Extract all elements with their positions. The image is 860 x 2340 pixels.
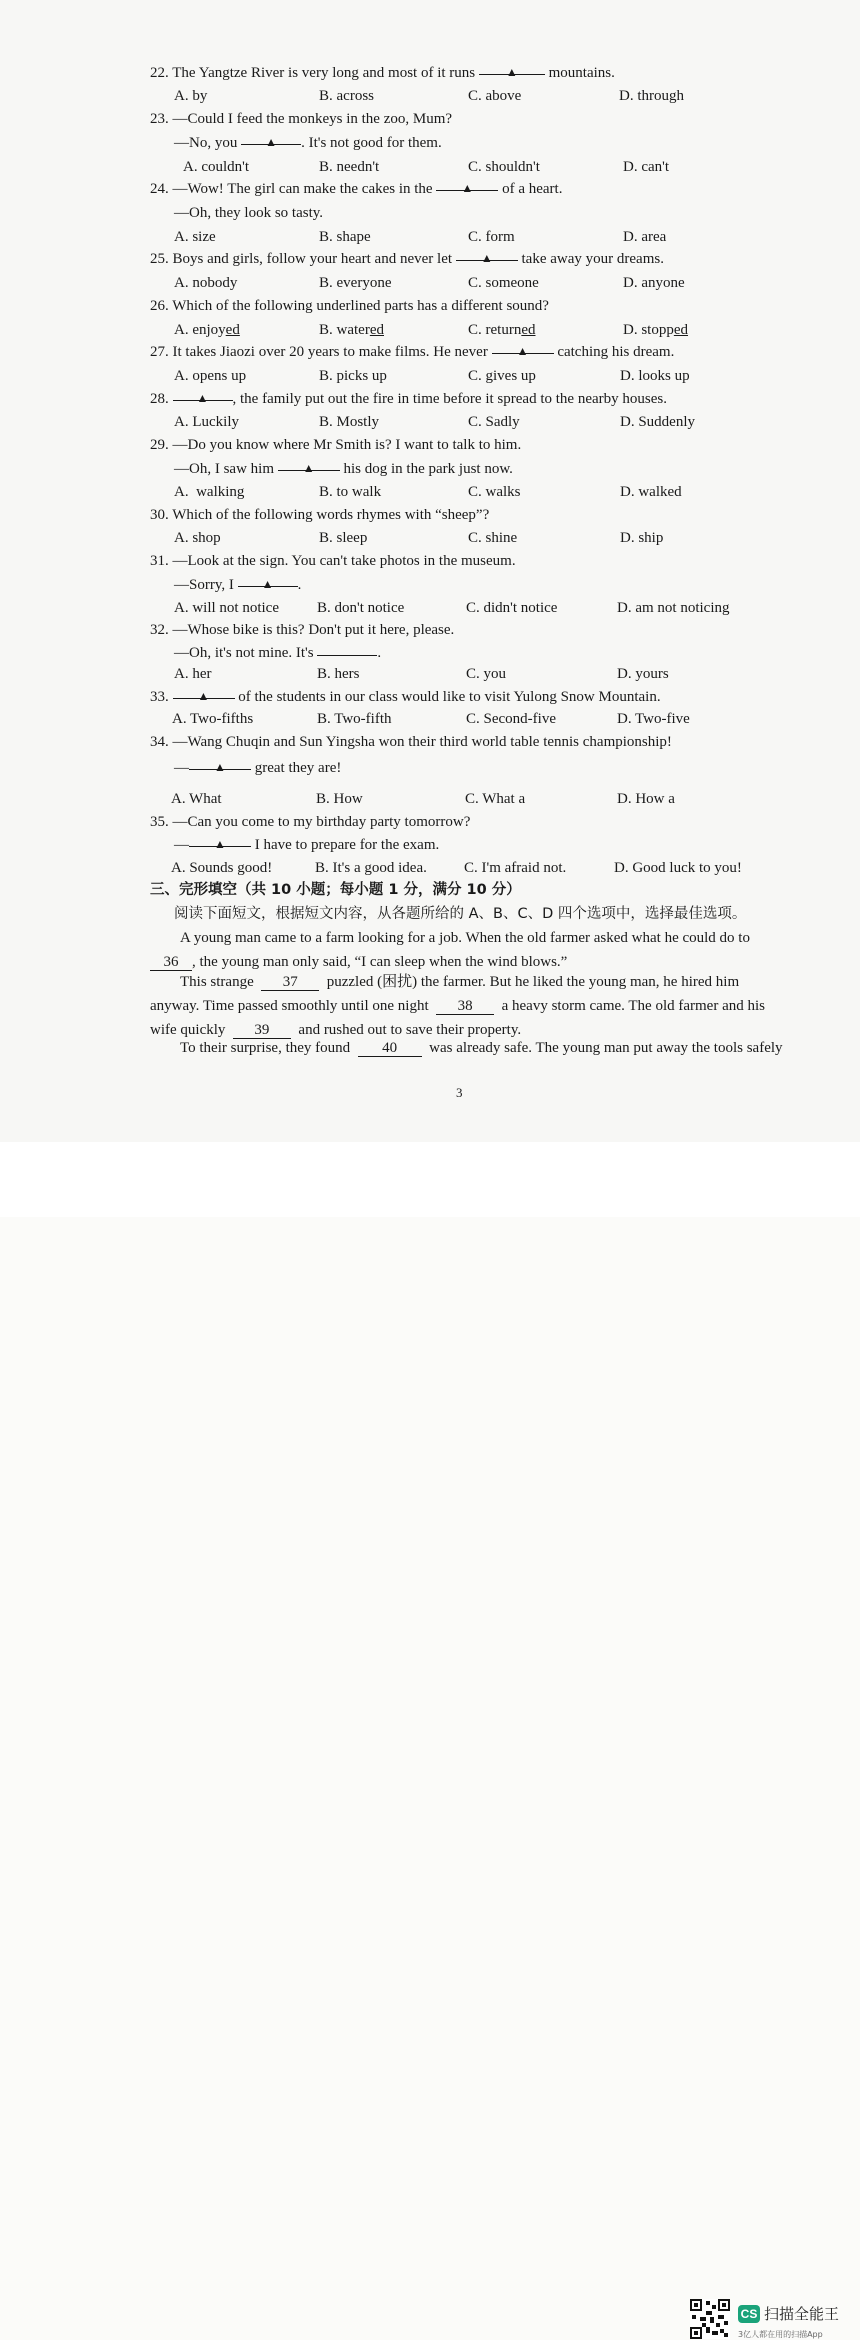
options-30 xyxy=(0,526,860,550)
question-number: 30. xyxy=(150,507,169,523)
question-stem: —Could I feed the monkeys in the zoo, Mum? xyxy=(172,111,453,127)
question-34: 34. —Wang Chuqin and Sun Yingsha won their third world table tennis championship! xyxy=(150,734,672,750)
option-c: C. didn't notice xyxy=(466,600,558,616)
cloze-blank-36: 36 xyxy=(150,954,192,971)
option-d: D. can't xyxy=(623,159,670,175)
option-d: D. How a xyxy=(617,791,675,807)
question-29: 29. —Do you know where Mr Smith is? I want to talk to him. xyxy=(150,437,522,453)
answer-blank xyxy=(173,386,233,405)
option-b: B. don't notice xyxy=(317,600,405,616)
triangle-icon: ▲ xyxy=(480,251,493,265)
option-c: C. returned xyxy=(468,322,536,338)
options-31 xyxy=(0,596,860,620)
question-number: 33. xyxy=(150,689,169,705)
answer-blank xyxy=(238,572,298,591)
option-d: D. through xyxy=(619,88,684,104)
question-27: 27. It takes Jiaozi over 20 years to make films. He never ▲ catching his dream. xyxy=(0,340,860,364)
option-d: D. stopped xyxy=(623,322,689,338)
triangle-icon: ▲ xyxy=(214,760,226,774)
options-25 xyxy=(0,271,860,295)
option-b: B. to walk xyxy=(319,484,382,500)
answer-blank xyxy=(456,246,518,265)
passage-paragraph-2: This strange 37 puzzled (困扰) the farmer. But he liked the young man, he hired him anyway. Time passed smoothly until one night 38 a heavy storm came. The old farmer and his wife quickly 39 and rushed out to save their property. xyxy=(150,974,765,1038)
question-24-reply: —Oh, they look so tasty. xyxy=(174,205,324,221)
app-tagline: 3亿人都在用的扫描App xyxy=(738,2330,823,2339)
cloze-blank-38: 38 xyxy=(436,998,494,1015)
option-d: D. am not noticing xyxy=(617,600,730,616)
option-c: C. Sadly xyxy=(468,414,520,430)
option-d: D. Two-five xyxy=(617,711,690,727)
option-d: D. walked xyxy=(620,484,682,500)
question-28: 28. ▲ , the family put out the fire in time before it spread to the nearby houses. xyxy=(0,387,860,411)
answer-blank xyxy=(189,755,251,774)
triangle-icon: ▲ xyxy=(196,391,209,405)
question-29-reply: —Oh, I saw him ▲ his dog in the park just now. xyxy=(0,457,860,481)
question-number: 31. xyxy=(150,553,169,569)
option-d: D. Suddenly xyxy=(620,414,695,430)
question-23 xyxy=(0,107,860,131)
answer-blank xyxy=(173,684,235,703)
option-a: A. will not notice xyxy=(174,600,279,616)
option-b: B. everyone xyxy=(319,275,392,291)
option-c: C. shouldn't xyxy=(468,159,540,175)
passage-paragraph-3: To their surprise, they found 40 was already safe. The young man put away the tools safely xyxy=(180,1040,783,1056)
question-number: 32. xyxy=(150,622,169,638)
page-number: 3 xyxy=(456,1085,463,1100)
option-b: B. watered xyxy=(319,322,384,338)
question-35-reply: — ▲ I have to prepare for the exam. xyxy=(0,833,860,857)
question-22 xyxy=(0,61,860,85)
question-number: 23. xyxy=(150,111,169,127)
option-c: C. shine xyxy=(468,530,518,546)
option-b: B. across xyxy=(319,88,374,104)
cloze-blank-40: 40 xyxy=(358,1040,422,1057)
option-b: B. Two-fifth xyxy=(317,711,392,727)
option-b: B. Mostly xyxy=(319,414,380,430)
question-34-reply: — ▲ great they are! xyxy=(0,756,860,780)
app-logo: CS xyxy=(738,2305,760,2323)
question-number: 22. xyxy=(150,65,169,81)
option-a: A. by xyxy=(174,88,208,104)
option-b: B. picks up xyxy=(319,368,387,384)
answer-blank xyxy=(278,456,340,475)
question-24: 24. —Wow! The girl can make the cakes in the ▲ of a heart. xyxy=(0,177,860,201)
options-29 xyxy=(0,480,860,504)
triangle-icon: ▲ xyxy=(461,181,474,195)
option-b: B. How xyxy=(316,791,363,807)
answer-blank xyxy=(492,339,554,358)
triangle-icon: ▲ xyxy=(516,344,529,358)
question-31-reply: —Sorry, I ▲ . xyxy=(0,573,860,597)
option-a: A. opens up xyxy=(174,368,247,384)
option-c: C. I'm afraid not. xyxy=(464,860,567,876)
option-a: A. nobody xyxy=(174,275,238,291)
option-c: C. above xyxy=(468,88,522,104)
question-30: 30. Which of the following words rhymes with “sheep”? xyxy=(150,507,490,523)
option-b: B. hers xyxy=(317,666,360,682)
options-34 xyxy=(0,787,860,811)
triangle-icon: ▲ xyxy=(505,65,518,79)
triangle-icon: ▲ xyxy=(265,135,278,149)
answer-blank xyxy=(436,176,498,195)
option-a: A. shop xyxy=(174,530,221,546)
question-35: 35. —Can you come to my birthday party tomorrow? xyxy=(150,814,471,830)
question-25: 25. Boys and girls, follow your heart and never let ▲ take away your dreams. xyxy=(0,247,860,271)
option-c: C. form xyxy=(468,229,515,245)
answer-blank xyxy=(241,130,301,149)
section-instruction: 阅读下面短文，根据短文内容，从各题所给的 A、B、C、D 四个选项中，选择最佳选项。 xyxy=(174,906,747,922)
question-32: 32. —Whose bike is this? Don't put it here, please. xyxy=(150,622,455,638)
options-23 xyxy=(0,155,860,179)
options-35 xyxy=(0,856,860,880)
option-d: D. anyone xyxy=(623,275,685,291)
triangle-icon: ▲ xyxy=(302,461,315,475)
section-title: 三、完形填空（共 10 小题；每小题 1 分，满分 10 分） xyxy=(150,882,521,898)
options-28 xyxy=(0,410,860,434)
option-a: A. enjoyed xyxy=(174,322,240,338)
option-c: C. someone xyxy=(468,275,539,291)
question-26: 26. Which of the following underlined parts has a different sound? xyxy=(150,298,549,314)
option-b: B. It's a good idea. xyxy=(315,860,427,876)
answer-blank xyxy=(317,641,377,656)
option-d: D. area xyxy=(623,229,667,245)
options-26 xyxy=(0,318,860,342)
exam-page xyxy=(0,0,860,1142)
cloze-blank-39: 39 xyxy=(233,1022,291,1039)
option-a: A. Luckily xyxy=(174,414,239,430)
question-23-reply: —No, you ▲ . It's not good for them. xyxy=(0,131,860,155)
question-number: 24. xyxy=(150,181,169,197)
passage-paragraph-1: A young man came to a farm looking for a job. When the old farmer asked what he could do to 36 , the young man only said, “I can sleep when the wind blows.” xyxy=(150,926,790,974)
options-24 xyxy=(0,225,860,249)
triangle-icon: ▲ xyxy=(261,577,274,591)
option-c: C. What a xyxy=(465,791,526,807)
option-d: D. yours xyxy=(617,666,669,682)
question-stem-end: mountains. xyxy=(548,65,615,81)
option-c: C. Second-five xyxy=(466,711,556,727)
cloze-blank-37: 37 xyxy=(261,974,319,991)
answer-blank xyxy=(479,60,545,79)
option-a: A. walking xyxy=(174,484,245,500)
question-number: 26. xyxy=(150,298,169,314)
option-c: C. walks xyxy=(468,484,521,500)
option-c: C. gives up xyxy=(468,368,536,384)
question-number: 35. xyxy=(150,814,169,830)
question-31: 31. —Look at the sign. You can't take photos in the museum. xyxy=(150,553,516,569)
option-b: B. shape xyxy=(319,229,371,245)
option-a: A. couldn't xyxy=(183,159,250,175)
question-33: 33. ▲ of the students in our class would like to visit Yulong Snow Mountain. xyxy=(0,685,860,709)
option-d: D. ship xyxy=(620,530,664,546)
question-number: 25. xyxy=(150,251,169,267)
option-c: C. you xyxy=(466,666,507,682)
option-b: B. needn't xyxy=(319,159,380,175)
triangle-icon: ▲ xyxy=(197,689,210,703)
option-d: D. looks up xyxy=(620,368,690,384)
option-a: A. Two-fifths xyxy=(172,711,254,727)
question-number: 28. xyxy=(150,391,169,407)
question-stem: The Yangtze River is very long and most of it runs xyxy=(172,65,476,81)
option-b: B. sleep xyxy=(319,530,368,546)
question-number: 29. xyxy=(150,437,169,453)
triangle-icon: ▲ xyxy=(214,837,226,851)
question-number: 27. xyxy=(150,344,169,360)
app-name: 扫描全能王 xyxy=(764,2305,840,2323)
scanner-watermark xyxy=(0,1142,860,2339)
qr-code-icon xyxy=(690,2299,730,2339)
options-32 xyxy=(0,662,860,686)
options-22 xyxy=(0,84,860,108)
option-a: A. her xyxy=(174,666,212,682)
option-d: D. Good luck to you! xyxy=(614,860,742,876)
answer-blank xyxy=(189,832,251,851)
option-a: A. What xyxy=(171,791,222,807)
question-32-reply: —Oh, it's not mine. It's . xyxy=(0,641,860,665)
option-a: A. size xyxy=(174,229,216,245)
question-number: 34. xyxy=(150,734,169,750)
options-27 xyxy=(0,364,860,388)
option-a: A. Sounds good! xyxy=(171,860,273,876)
options-33 xyxy=(0,707,860,731)
